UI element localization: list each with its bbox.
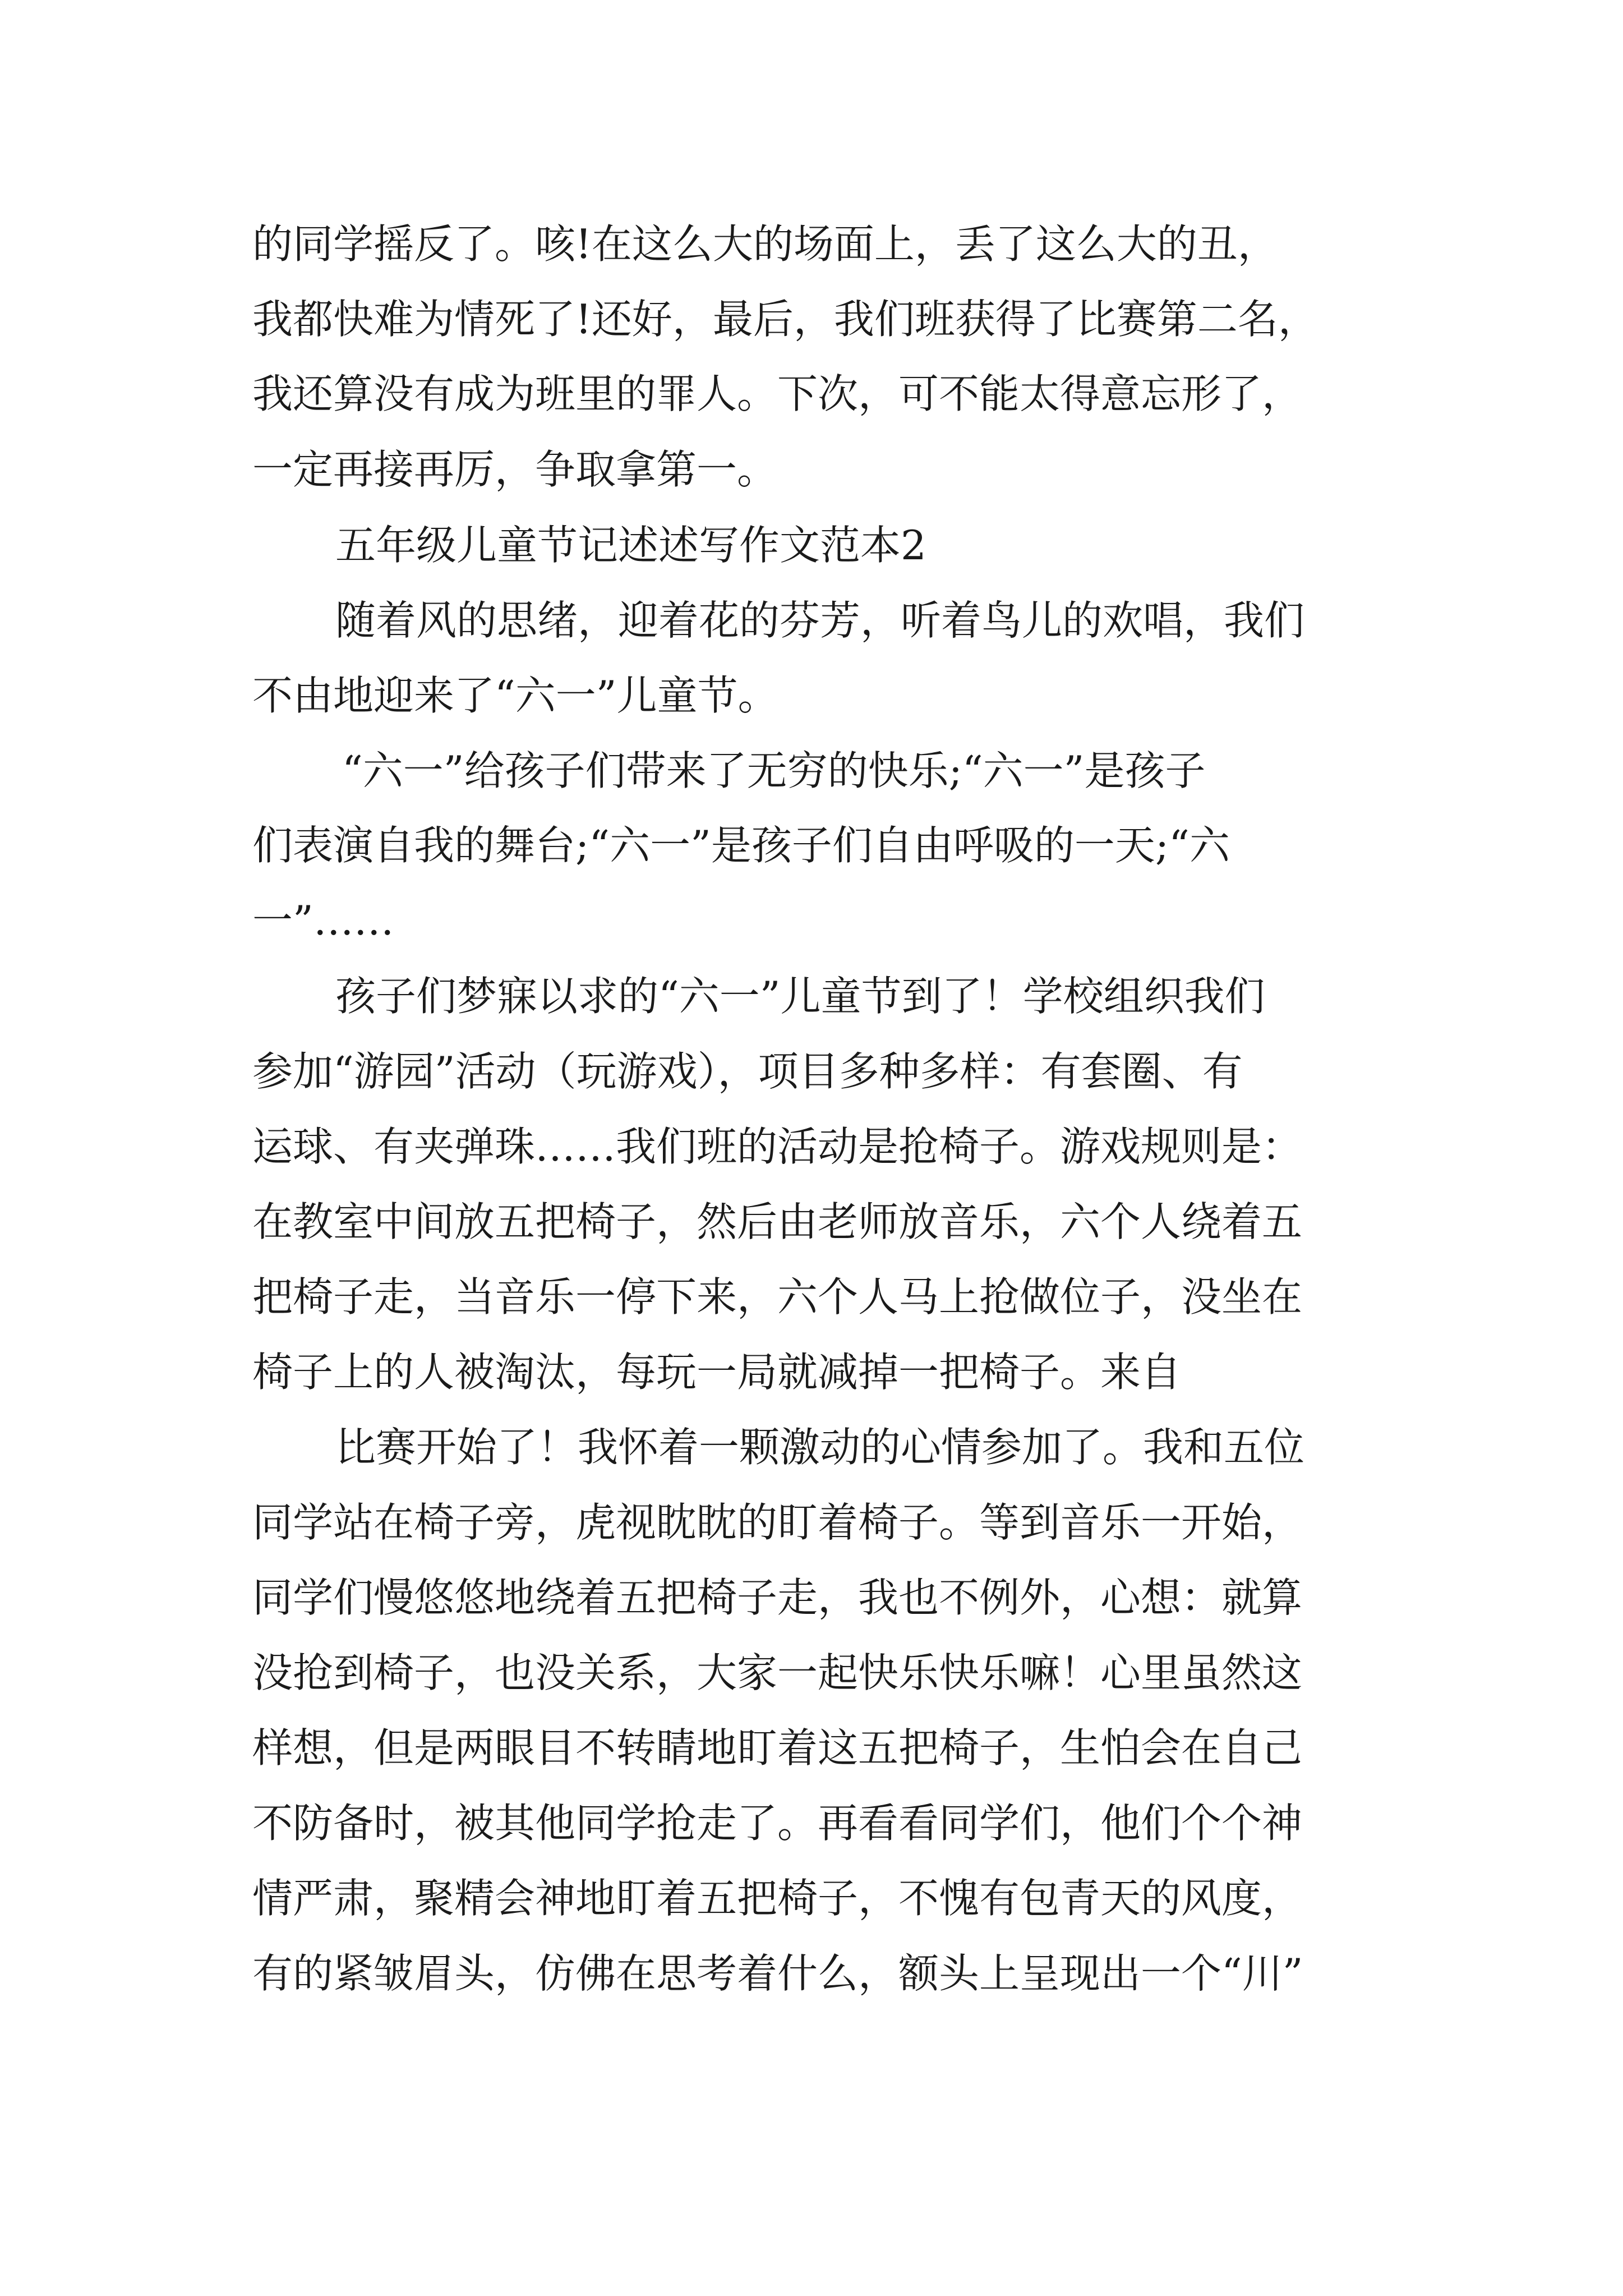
text-line: 孩子们梦寐以求的“六一”儿童节到了！学校组织我们	[335, 973, 1265, 1020]
text-line: 在教室中间放五把椅子，然后由老师放音乐，六个人绕着五	[252, 1198, 1303, 1245]
text-line: 样想，但是两眼目不转睛地盯着这五把椅子，生怕会在自己	[252, 1724, 1303, 1772]
section-title: 五年级儿童节记述述写作文范本2	[335, 522, 926, 569]
text-line: 情严肃，聚精会神地盯着五把椅子，不愧有包青天的风度，	[252, 1875, 1303, 1922]
text-line: “六一”给孩子们带来了无穷的快乐;“六一”是孩子	[342, 747, 1206, 794]
text-line: 有的紧皱眉头，仿佛在思考着什么，额头上呈现出一个“川”	[252, 1950, 1303, 1997]
text-line: 同学站在椅子旁，虎视眈眈的盯着椅子。等到音乐一开始，	[252, 1499, 1303, 1546]
text-line: 我还算没有成为班里的罪人。下次，可不能太得意忘形了，	[252, 370, 1303, 417]
text-line: 的同学摇反了。咳!在这么大的场面上，丢了这么大的丑，	[252, 220, 1278, 268]
text-line: 随着风的思绪，迎着花的芬芳，听着鸟儿的欢唱，我们	[335, 597, 1305, 644]
text-line: 不由地迎来了“六一”儿童节。	[252, 672, 778, 719]
text-line: 参加“游园”活动（玩游戏），项目多种多样：有套圈、有	[252, 1048, 1243, 1095]
text-line: 一定再接再厉，争取拿第一。	[252, 446, 778, 493]
text-line: 一”……	[252, 897, 394, 944]
text-line: 们表演自我的舞台;“六一”是孩子们自由呼吸的一天;“六	[252, 822, 1230, 869]
text-line: 同学们慢悠悠地绕着五把椅子走，我也不例外，心想：就算	[252, 1574, 1303, 1621]
text-line: 运球、有夹弹珠……我们班的活动是抢椅子。游戏规则是：	[252, 1123, 1303, 1170]
text-line: 我都快难为情死了!还好，最后，我们班获得了比赛第二名，	[252, 296, 1318, 343]
text-line: 不防备时，被其他同学抢走了。再看看同学们，他们个个神	[252, 1800, 1303, 1847]
text-line: 没抢到椅子，也没关系，大家一起快乐快乐嘛！心里虽然这	[252, 1649, 1303, 1696]
text-line: 比赛开始了！我怀着一颗激动的心情参加了。我和五位	[335, 1424, 1305, 1471]
text-line: 椅子上的人被淘汰，每玩一局就减掉一把椅子。来自	[252, 1349, 1182, 1396]
text-line: 把椅子走，当音乐一停下来，六个人马上抢做位子，没坐在	[252, 1273, 1303, 1320]
